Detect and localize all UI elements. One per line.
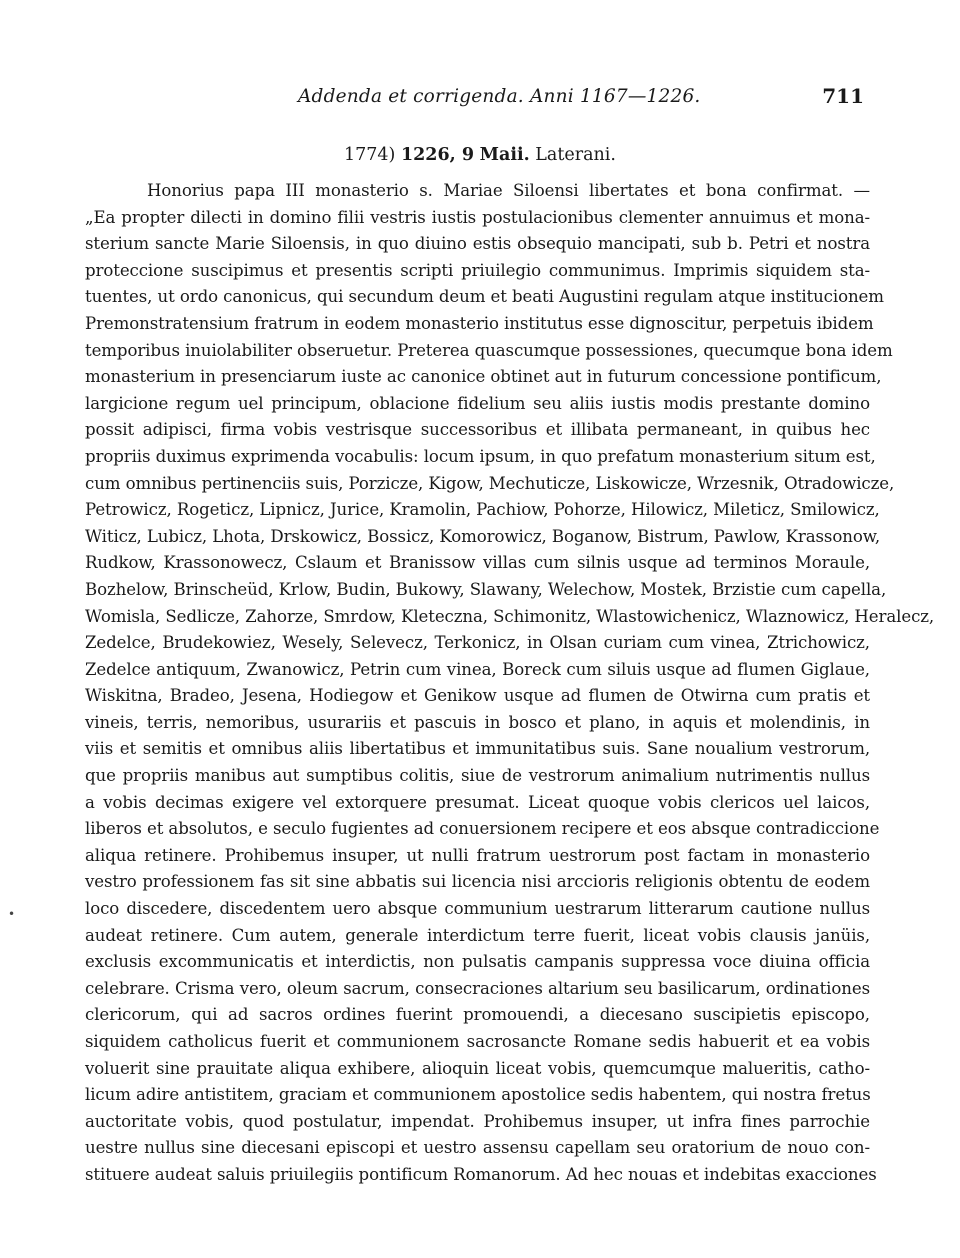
- document-heading: [0, 145, 960, 165]
- text-line: Zedelce, Brudekowiez, Wesely, Selevecz, Terkonicz, in Olsan curiam cum vinea, Ztrichowicz,: [85, 633, 870, 653]
- text-line: tuentes, ut ordo canonicus, qui secundum deum et beati Augustini regulam atque institucionem: [85, 287, 884, 307]
- text-line: viis et semitis et omnibus aliis libertatibus et immunitatibus suis. Sane noualium vestrorum,: [85, 739, 870, 759]
- document-date: 1226, 9: [400, 145, 475, 165]
- text-line: Honorius papa III monasterio s. Mariae Siloensi libertates et bona confirmat. —: [147, 181, 870, 200]
- text-line: cum omnibus pertinenciis suis, Porzicze, Kigow, Mechuticze, Liskowicze, Wrzesnik, Otradowicze,: [85, 473, 895, 493]
- text-line: vestro professionem fas sit sine abbatis sui licencia nisi arccioris religionis obtentu de eodem: [85, 872, 870, 892]
- text-line: siquidem catholicus fuerit et communionem sacrosancte Romane sedis habuerit et ea vobis: [85, 1032, 870, 1051]
- text-line: temporibus inuiolabiliter obseruetur. Preterea quascumque possessiones, quecumque bona idem: [85, 340, 893, 360]
- text-line: exclusis excommunicatis et interdictis, non pulsatis campanis suppressa voce diuina officia: [85, 952, 870, 972]
- document-number: 1774): [344, 145, 396, 165]
- text-line: monasterium in presenciarum iuste ac canonice obtinet aut in futurum concessione pontificum,: [85, 367, 882, 387]
- document-body: [85, 178, 935, 1189]
- document-month: Maii.: [479, 145, 530, 165]
- text-line: clericorum, qui ad sacros ordines fuerint promouendi, a diecesano suscipietis episcopo,: [85, 1005, 870, 1025]
- text-line: licum adire antistitem, graciam et communionem apostolice sedis habentem, qui nostra fretus: [85, 1085, 871, 1105]
- text-line: auctoritate vobis, quod postulatur, impendat. Prohibemus insuper, ut infra fines parrochie: [85, 1111, 870, 1131]
- margin-mark: •: [8, 907, 16, 921]
- text-line: Zedelce antiquum, Zwanowicz, Petrin cum vinea, Boreck cum siluis usque ad flumen Giglaue,: [85, 659, 870, 679]
- text-line: Bozhelow, Brinscheüd, Krlow, Budin, Bukowy, Slawany, Welechow, Mostek, Brzistie cum capella,: [85, 579, 887, 599]
- text-line: stituere audeat saluis priuilegiis pontificum Romanorum. Ad hec nouas et indebitas exacciones: [85, 1164, 877, 1184]
- text-line: „Ea propter dilecti in domino filii vestris iustis postulacionibus clementer annuimus et mona-: [85, 207, 870, 227]
- text-line: loco discedere, discedentem uero absque communium uestrarum litterarum cautione nullus: [85, 899, 870, 919]
- text-line: Womisla, Sedlicze, Zahorze, Smrdow, Kleteczna, Schimonitz, Wlastowichenicz, Wlaznowicz, Heralecz,: [85, 606, 935, 626]
- running-head: Addenda et corrigenda. Anni 1167—1226.: [298, 86, 701, 107]
- page-number: 711: [822, 84, 864, 108]
- text-line: Witicz, Lubicz, Lhota, Drskowicz, Bossicz, Komorowicz, Boganow, Bistrum, Pawlow, Krassonow,: [85, 526, 881, 546]
- text-line: Rudkow, Krassonowecz, Cslaum et Branissow villas cum silnis usque ad terminos Moraule,: [85, 553, 870, 573]
- text-line: sterium sancte Marie Siloensis, in quo diuino estis obsequio mancipati, sub b. Petri et nostra: [85, 234, 870, 254]
- text-line: Petrowicz, Rogeticz, Lipnicz, Jurice, Kramolin, Pachiow, Pohorze, Hilowicz, Mileticz, Smilowicz,: [85, 500, 880, 520]
- text-line: aliqua retinere. Prohibemus insuper, ut nulli fratrum uestrorum post factam in monasterio: [85, 845, 870, 865]
- text-line: voluerit sine prauitate aliqua exhibere, alioquin liceat vobis, quemcumque malueritis, catho-: [85, 1058, 870, 1078]
- text-line: que propriis manibus aut sumptibus colitis, siue de vestrorum animalium nutrimentis nullus: [85, 766, 870, 786]
- document-place: Laterani.: [535, 145, 616, 165]
- text-line: audeat retinere. Cum autem, generale interdictum terre fuerit, liceat vobis clausis janüis,: [85, 925, 870, 945]
- text-line: possit adipisci, firma vobis vestrisque successoribus et illibata permaneant, in quibus hec: [85, 420, 870, 440]
- text-line: Premonstratensium fratrum in eodem monasterio institutus esse dignoscitur, perpetuis ibidem: [85, 313, 874, 333]
- text-line: celebrare. Crisma vero, oleum sacrum, consecraciones altarium seu basilicarum, ordinationes: [85, 978, 870, 998]
- text-line: proteccione suscipimus et presentis scripti priuilegio communimus. Imprimis siquidem sta-: [85, 260, 870, 280]
- text-line: largicione regum uel principum, oblacione fidelium seu aliis iustis modis prestante domino: [85, 393, 870, 413]
- text-line: Wiskitna, Bradeo, Jesena, Hodiegow et Genikow usque ad flumen de Otwirna cum pratis et: [85, 686, 870, 706]
- text-line: liberos et absolutos, e seculo fugientes ad conuersionem recipere et eos absque contradiccione: [85, 819, 880, 839]
- text-line: uestre nullus sine diecesani episcopi et uestro assensu capellam seu oratorium de nouo con-: [85, 1138, 870, 1158]
- text-line: a vobis decimas exigere vel extorquere presumat. Liceat quoque vobis clericos uel laicos,: [85, 792, 870, 812]
- text-line: vineis, terris, nemoribus, usurariis et pascuis in bosco et plano, in aquis et molendinis, in: [85, 712, 870, 732]
- text-line: propriis duximus exprimenda vocabulis: locum ipsum, in quo prefatum monasterium situm est,: [85, 446, 876, 466]
